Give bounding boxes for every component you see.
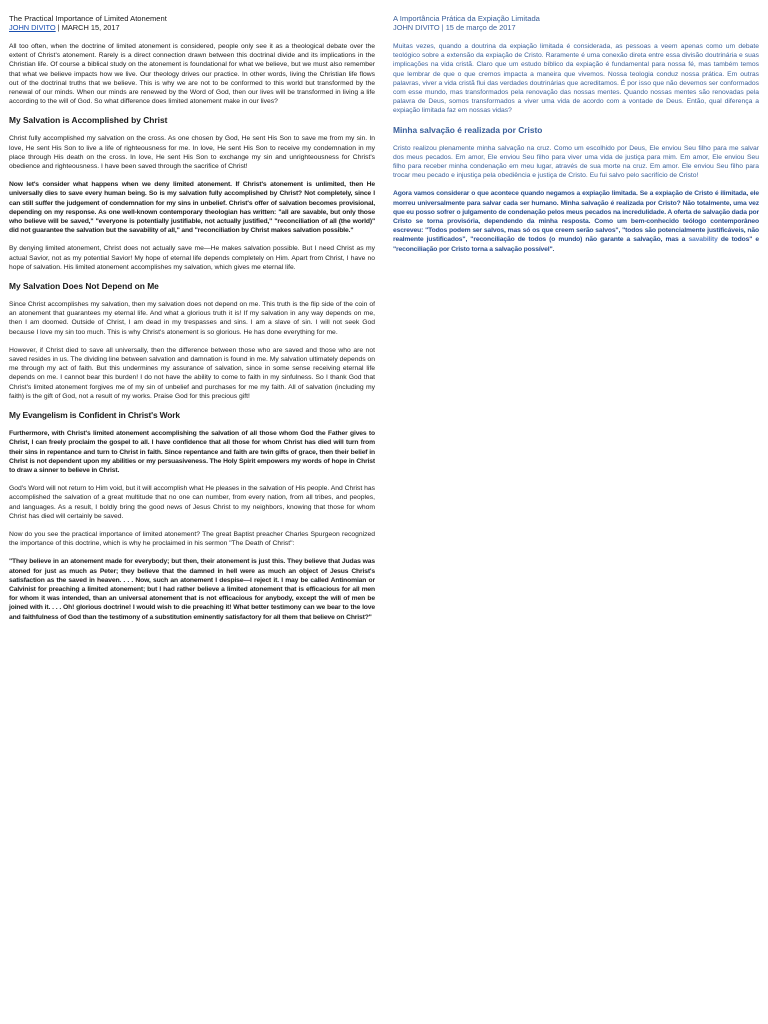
article-meta-pt: JOHN DIVITO | 15 de março de 2017 [393, 23, 516, 32]
savability-link[interactable]: savability [688, 236, 718, 244]
article-title-pt: A Importância Prática da Expiação Limitada [393, 14, 540, 23]
paragraph: Christ fully accomplished my salvation on the cross. As one chosen by God, He sent His Son to save me from my sin. In love, He sent His Son to live a life of righteousness for me. In love, He sent His Son to receive my condemnation in my place through His death on the cross. In love, He sent His Son to exchange my sin and unrighteousness for Christ's obedience and righteousness. I have been saved through the sacrifice of Christ! [9, 135, 375, 171]
paragraph: However, if Christ died to save all universally, then the difference between those who are saved and those who are not saved resides in us. The dividing line between salvation and damnation is found in me. My salvation ultimately depends on me through my act of faith. But this undermines my assurance of salvation, since in some sense receiving eternal life depends on me. I cannot bear this burden! I do not have the ability to come to faith in my sinfulness. So I thank God that Christ's limited atonement forgives me of my sin of unbelief and purchases for me my faith. All of salvation (including my faith) is the gift of God, not a result of my works. Praise God for this precious gift! [9, 346, 375, 400]
intro-paragraph-pt: Muitas vezes, quando a doutrina da expiação limitada é considerada, as pessoas a veem apenas como um debate teológico sobre a extensão da expiação de Cristo. Raramente é uma conexão direta entre essa divisão doutrinária e suas implicações na vida cristã. Claro que um estudo bíblico da expiação é fundamental para nossa fé, mas também temos que lembrar de que o que cremos impacta a maneira que vivemos. Nossa teologia conduz nossa prática. Em outras palavras, viver a vida cristã flui das verdades doutrinárias que acreditamos. É por isso que não devemos ser conformados com esse mundo, mas transformados pela renovação das nossas mentes. Quando nossas mentes são renovadas pela palavra de Deus, somos transformados a viver uma vida de acordo com a vontade de Deus. Então, qual diferença a expiação limitada faz em nossas vidas? [393, 43, 759, 115]
section-heading-evangelism: My Evangelism is Confident in Christ's Work [9, 410, 180, 421]
paragraph-pt [393, 189, 759, 253]
paragraph: Now let's consider what happens when we deny limited atonement. If Christ's atonement is unlimited, then He universally dies to save every human being. So is my salvation fully accomplished by Christ? Not completely, since I can still suffer the judgement of condemnation for my sins in unbelief. Christ's offer of salvation becomes provisional, depending on my response. As one well-known contemporary theologian has written: "all are savable, but only those who believe will be saved," "everyone is potentially justifiable, not actually justified," "reconciliation of all (the world)" did not guarantee the salvation but the savability of all," and "reconciliation by Christ makes salvation possible." [9, 181, 375, 235]
spurgeon-quote: "They believe in an atonement made for everybody; but then, their atonement is just this. They believe that Judas was atoned for just as much as Peter; they believe that the damned in hell were as much an object of Jesus Christ's satisfaction as the saved in heaven. . . . Now, such an atonement I despise—I reject it. I may be called Antinomian or Calvinist for preaching a limited atonement; but I had rather believe a limited atonement that is efficacious for all men for whom it was intended, than an universal atonement that is not efficacious for anybody, except the will of men be joined with it. . . . Oh! glorious doctrine! I would wish to die preaching it! What better testimony can we bear to the love and faithfulness of God than the testimony of a substitution eminently satisfactory for all them that believe on Christ?" [9, 558, 375, 621]
paragraph-pt-text: Agora vamos considerar o que acontece quando negamos a expiação limitada. Se a expiação de Cristo é ilimitada, ele morreu universalmente para salvar cada ser humano. Minha salvação é realizada por Cristo? Não totalmente, uma vez que eu posso sofrer o julgamento de condenação pelos meus pecados na incredulidade. A oferta de salvação dada por Cristo se torna provisória, dependendo da minha resposta. Como um bem-conhecido teólogo contemporâneo escreveu: "Todos podem ser salvos, mas só os que creem serão salvos", "todos são potencialmente justificáveis, não realmente justificados", "reconciliação de todos (o mundo) não garante a salvação, mas a [393, 190, 759, 244]
paragraph: Furthermore, with Christ's limited atonement accomplishing the salvation of all those whom God the Father gives to Christ, I can freely proclaim the gospel to all. I have confidence that all those for whom Christ has died will turn from their sins in repentance and turn to Christ in faith. Since repentance and faith are twin gifts of grace, then their belief in Christ is not dependent upon my abilities or my persuasiveness. The Holy Spirit empowers my words of hope in Christ to draw a sinner to believe in Christ. [9, 430, 375, 474]
portuguese-column [393, 14, 759, 263]
section-heading-depend: My Salvation Does Not Depend on Me [9, 281, 159, 292]
intro-paragraph: All too often, when the doctrine of limited atonement is considered, people only see it as a theological debate over the extent of Christ's atonement. Rarely is a direct connection drawn between this doctrinal divide and its implications in the Christian life. Of course a biblical study on the atonement is foundational for what we believe, but we must also remember that what we believe impacts how we live. Our theology drives our practice. In other words, living the Christian life flows out of the doctrinal truths that we believe. This is why we are not to be conformed to this world but transformed by the renewal of our minds. When our minds are renewed by the Word of God, then our lives will be transformed in living a life according to the will of God. So what difference does limited atonement make in our lives? [9, 43, 375, 106]
article-title: The Practical Importance of Limited Atonement [9, 14, 167, 23]
article-meta [9, 23, 375, 32]
paragraph: Since Christ accomplishes my salvation, then my salvation does not depend on me. This truth is the flip side of the coin of an atonement that guarantees my eternal life. And what a glorious truth it is! If my salvation in any way depends on me, then I am doomed. Outside of Christ, I am dead in my trespasses and sins. I am a slave of sin. I will not seek God because I love my sin too much. This is why Christ's atonement is so glorious. He has done everything for me. [9, 301, 375, 336]
article-date: | MARCH 15, 2017 [55, 23, 120, 32]
paragraph-pt-text: de todos" e "reconciliação por Cristo torna a salvação possível". [393, 236, 759, 253]
paragraph: By denying limited atonement, Christ does not actually save me—He makes salvation possible. But I need Christ as my actual Savior, not as my potential Savior! My hope of eternal life depends completely on Him. Apart from Christ, I have no hope of salvation. His limited atonement accomplishes my salvation, which gives me eternal life. [9, 245, 375, 271]
paragraph-pt: Cristo realizou plenamente minha salvação na cruz. Como um escolhido por Deus, Ele enviou Seu filho para me salvar dos meus pecados. Em amor, Ele enviou Seu filho para viver uma vida de justiça para mim. Em amor, Ele enviou Seu filho para receber minha condenação em meu lugar, através de sua morte na cruz. Em amor. Ele enviou Seu filho para trocar meu pecado e injustiça pela obediência e justiça de Cristo. Eu fui salvo pelo sacrifício de Cristo! [393, 144, 759, 180]
english-column [9, 14, 375, 631]
paragraph: Now do you see the practical importance of limited atonement? The great Baptist preacher Charles Spurgeon recognized the importance of this doctrine, which is why he proclaimed in his sermon "The Death of Christ": [9, 530, 375, 548]
section-heading-accomplished: My Salvation is Accomplished by Christ [9, 115, 168, 126]
section-heading-pt: Minha salvação é realizada por Cristo [393, 124, 543, 135]
paragraph: God's Word will not return to Him void, but it will accomplish what He pleases in the salvation of His people. And Christ has accomplished the salvation of a great multitude that no one can number, from every nation, from all tribes, and peoples, and languages. As a result, I boldly bring the good news of Jesus Christ to my neighbors, knowing that those for whom Christ has died will certainly be saved. [9, 485, 375, 520]
author-link[interactable]: JOHN DIVITO [9, 23, 56, 32]
